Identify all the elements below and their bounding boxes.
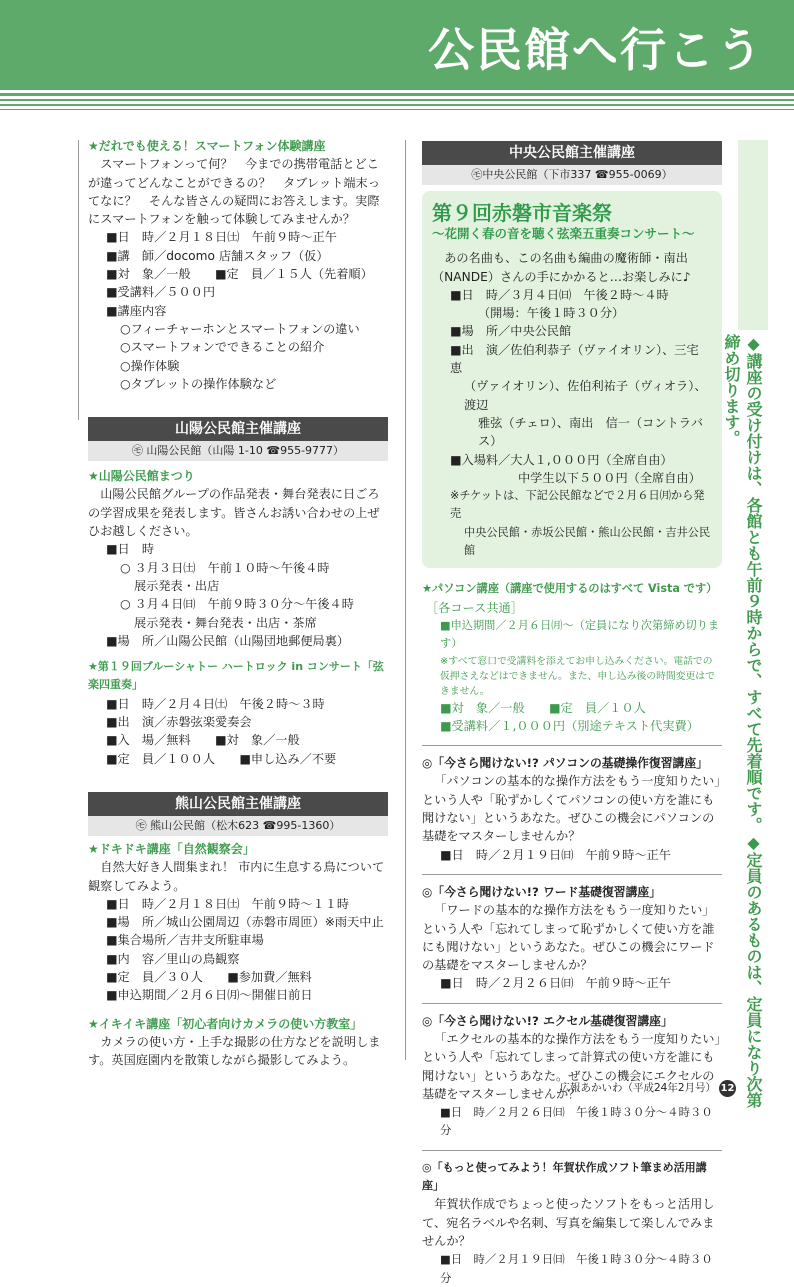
music-festival-subtitle: ～花開く春の音を聴く弦楽五重奏コンサート～ [432, 226, 695, 241]
divider [422, 745, 722, 746]
music-festival-box [422, 191, 722, 568]
info-line: 展示発表・出店 [134, 578, 220, 593]
divider [422, 1003, 722, 1004]
smartphone-course-title: ★だれでも使える！スマートフォン体験講座 [88, 139, 326, 153]
info-line: ■日 時／２月２６日㈰ 午後１時３０分～４時３０分 [440, 1105, 713, 1138]
info-line: 雅弦（チェロ）、南出 信一（コントラバス） [478, 415, 704, 449]
divider [422, 874, 722, 875]
column-divider [78, 140, 79, 420]
music-festival-title: 第９回赤磐市音楽祭 [432, 201, 612, 225]
excel-course-title: ◎「今さら聞けない!? エクセル基礎復習講座」 [422, 1013, 673, 1028]
info-line: ■定 員／３０人 ■参加費／無料 [106, 969, 312, 984]
info-line: ■集合場所／吉井支所駐車場 [106, 933, 264, 948]
nature-course-intro: 自然大好き人間集まれ！ 市内に生息する鳥について観察してみよう。 [88, 860, 385, 893]
info-line: ■出 演／赤磐弦楽愛奏会 [106, 715, 252, 730]
info-line: ■場 所／中央公民館 [450, 324, 572, 339]
info-line: ■申込期間／２月６日㈪～開催日前日 [106, 988, 313, 1003]
camera-course-intro: カメラの使い方・上手な撮影の仕方などを説明します。英国庭園内を散策しながら撮影してみよう。 [88, 1034, 381, 1068]
info-line: ■入場料／大人１,０００円（全席自由） [450, 452, 673, 467]
pc-course-title: ★パソコン講座（講座で使用するのはすべて Vista です） [422, 582, 718, 596]
column-divider [405, 140, 406, 1060]
camera-course-title: ★イキイキ講座「初心者向けカメラの使い方教室」 [88, 1016, 363, 1031]
nature-course-title: ★ドキドキ講座「自然観察会」 [88, 841, 255, 856]
word-course-text: 「ワードの基本的な操作方法をもう一度知りたい」という人や「忘れてしまって恥ずかしくて使い方を誰にも聞けない」というあなた。ぜひこの機会にワードの基礎をマスターしませんか？ [422, 903, 715, 973]
side-notice: ◆講座の受け付けは、各館とも午前９時からで、すべて先着順です。◆定員のあるものは、定員になり次第締め切ります。 [722, 334, 763, 1108]
music-festival-intro: あの名曲も、この名曲も編曲の魔術師・南出（NANDE）さんの手にかかると…お楽しみに♪ [432, 251, 691, 284]
content-item: ○フィーチャーホンとスマートフォンの違い [120, 321, 360, 336]
info-line: ■申込期間／２月６日㈪～（定員になり次第締め切ります） [440, 618, 720, 651]
info-line: ■対 象／一般 ■定 員／１０人 [440, 700, 646, 715]
info-line: ■講 師／docomo 店舗スタッフ（仮） [106, 248, 329, 263]
info-line: ■入 場／無料 ■対 象／一般 [106, 733, 300, 748]
note-line: ※すべて窓口で受講料を添えてお申し込みください。電話での仮押さえなどはできません。また、申し込み後の時間変更はできません。 [440, 655, 715, 697]
sanyo-concert-title: ★第１９回ブルーシャトー ハートロック in コンサート「弦楽四重奏」 [88, 660, 384, 692]
pc-basic-title: ◎「今さら聞けない!? パソコンの基礎操作復習講座」 [422, 756, 708, 771]
info-line: （ヴァイオリン）、佐伯利祐子（ヴィオラ）、渡辺 [464, 379, 707, 412]
info-line: （開場：午後１時３０分） [478, 306, 625, 321]
smartphone-intro: スマートフォンって何？ 今までの携帯電話とどこが違ってどんなことができるの？ タブレット端末ってなに？ そんな皆さんの疑問にお答えします。実際にスマートフォンを触って体験してみませんか？ [88, 157, 380, 227]
info-line: ○ ３月３日㈯ 午前１０時～午後４時 [120, 560, 330, 575]
left-column [88, 133, 388, 1069]
pc-basic-text: 「パソコンの基本的な操作方法をもう一度知りたい」という人や「恥ずかしくてパソコンの使い方を誰にも聞けない」というあなた。ぜひこの機会にパソコンの基礎をマスターしませんか？ [422, 774, 721, 844]
footer-label: 広報あかいわ（平成24年2月号） [559, 1082, 716, 1094]
info-line: ■日 時／２月２６日㈰ 午前９時～正午 [440, 976, 671, 991]
info-line: 中央公民館・赤坂公民館・熊山公民館・吉井公民館 [464, 525, 711, 558]
common-label: ［各コース共通］ [426, 600, 523, 615]
header-stripe [0, 93, 794, 96]
info-line: ※チケットは、下記公民館などで２月６日㈪から発売 [450, 489, 705, 521]
info-line: ■受講料／５００円 [106, 285, 216, 300]
central-address: ㋲中央公民館（下市337 ☎955-0069） [422, 165, 722, 185]
info-line: ■日 時／２月１８日㈯ 午前９時～正午 [106, 230, 337, 245]
footer [559, 1080, 736, 1097]
excel-course-text: 「エクセルの基本的な操作方法をもう一度知りたい」という人や「忘れてしまって計算式の使い方を誰にも聞けない」というあなた。ぜひこの機会にエクセルの基礎をマスターしませんか？ [422, 1031, 721, 1101]
info-line: 中学生以下５００円（全席自由） [518, 470, 701, 485]
page-number: 12 [719, 1080, 736, 1097]
kumayama-section-header: 熊山公民館主催講座 [88, 792, 388, 816]
info-line: ■日 時／２月１９日㈰ 午前９時～正午 [440, 847, 671, 862]
page-title: 公民館へ行こう [428, 23, 764, 77]
divider [422, 1150, 722, 1151]
side-tab [738, 140, 768, 330]
page-header [0, 0, 794, 90]
middle-column [422, 141, 722, 1287]
sanyo-address: ㋲ 山陽公民館（山陽 1-10 ☎955-9777） [88, 441, 388, 461]
fudemame-course-text: 年賀状作成でちょっと使ったソフトをもっと活用して、宛名ラベルや名刺、写真を編集して楽しんでみませんか？ [422, 1197, 715, 1248]
header-stripe [0, 104, 794, 106]
fudemame-course-title: ◎「もっと使ってみよう！年賀状作成ソフト筆まめ活用講座」 [422, 1160, 707, 1193]
info-line: ■受講料／１,０００円（別途テキスト代実費） [440, 718, 699, 733]
info-line: ■定 員／１００人 ■申し込み／不要 [106, 751, 337, 766]
content-item: ○タブレットの操作体験など [120, 376, 277, 391]
info-line: ■日 時 [106, 542, 155, 557]
header-stripe [0, 99, 794, 101]
sanyo-festival-intro: 山陽公民館グループの作品発表・舞台発表に日ごろの学習成果を発表します。皆さんお誘い合わせの上ぜひお越しください。 [88, 487, 380, 539]
content-item: ○操作体験 [120, 358, 180, 373]
kumayama-address: ㋲ 熊山公民館（松木623 ☎995-1360） [88, 816, 388, 836]
info-line: ■日 時／２月１９日㈰ 午後１時３０分～４時３０分 [440, 1252, 713, 1285]
info-line: ■講座内容 [106, 303, 167, 318]
info-line: ■日 時／３月４日㈰ 午後２時～４時 [450, 287, 669, 302]
info-line: ■対 象／一般 ■定 員／１５人（先着順） [106, 267, 373, 282]
sanyo-section-header: 山陽公民館主催講座 [88, 417, 388, 441]
word-course-title: ◎「今さら聞けない!? ワード基礎復習講座」 [422, 884, 661, 899]
sanyo-festival-title: ★山陽公民館まつり [88, 469, 195, 484]
info-line: ■場 所／山陽公民館（山陽団地郵便局裏） [106, 633, 350, 648]
info-line: ■場 所／城山公園周辺（赤磐市周匝）※雨天中止 [106, 915, 384, 930]
info-line: ○ ３月４日㈰ 午前９時３０分～午後４時 [120, 597, 354, 612]
header-stripe [0, 109, 794, 110]
content-item: ○スマートフォンでできることの紹介 [120, 340, 325, 355]
info-line: ■日 時／２月１８日㈯ 午前９時～１１時 [106, 896, 350, 911]
central-section-header: 中央公民館主催講座 [422, 141, 722, 165]
info-line: ■内 容／里山の鳥観察 [106, 951, 240, 966]
info-line: 展示発表・舞台発表・出店・茶席 [134, 615, 317, 630]
info-line: ■日 時／２月４日㈯ 午後２時～３時 [106, 696, 325, 711]
info-line: ■出 演／佐伯利恭子（ヴァイオリン）、三宅 恵 [450, 342, 711, 376]
